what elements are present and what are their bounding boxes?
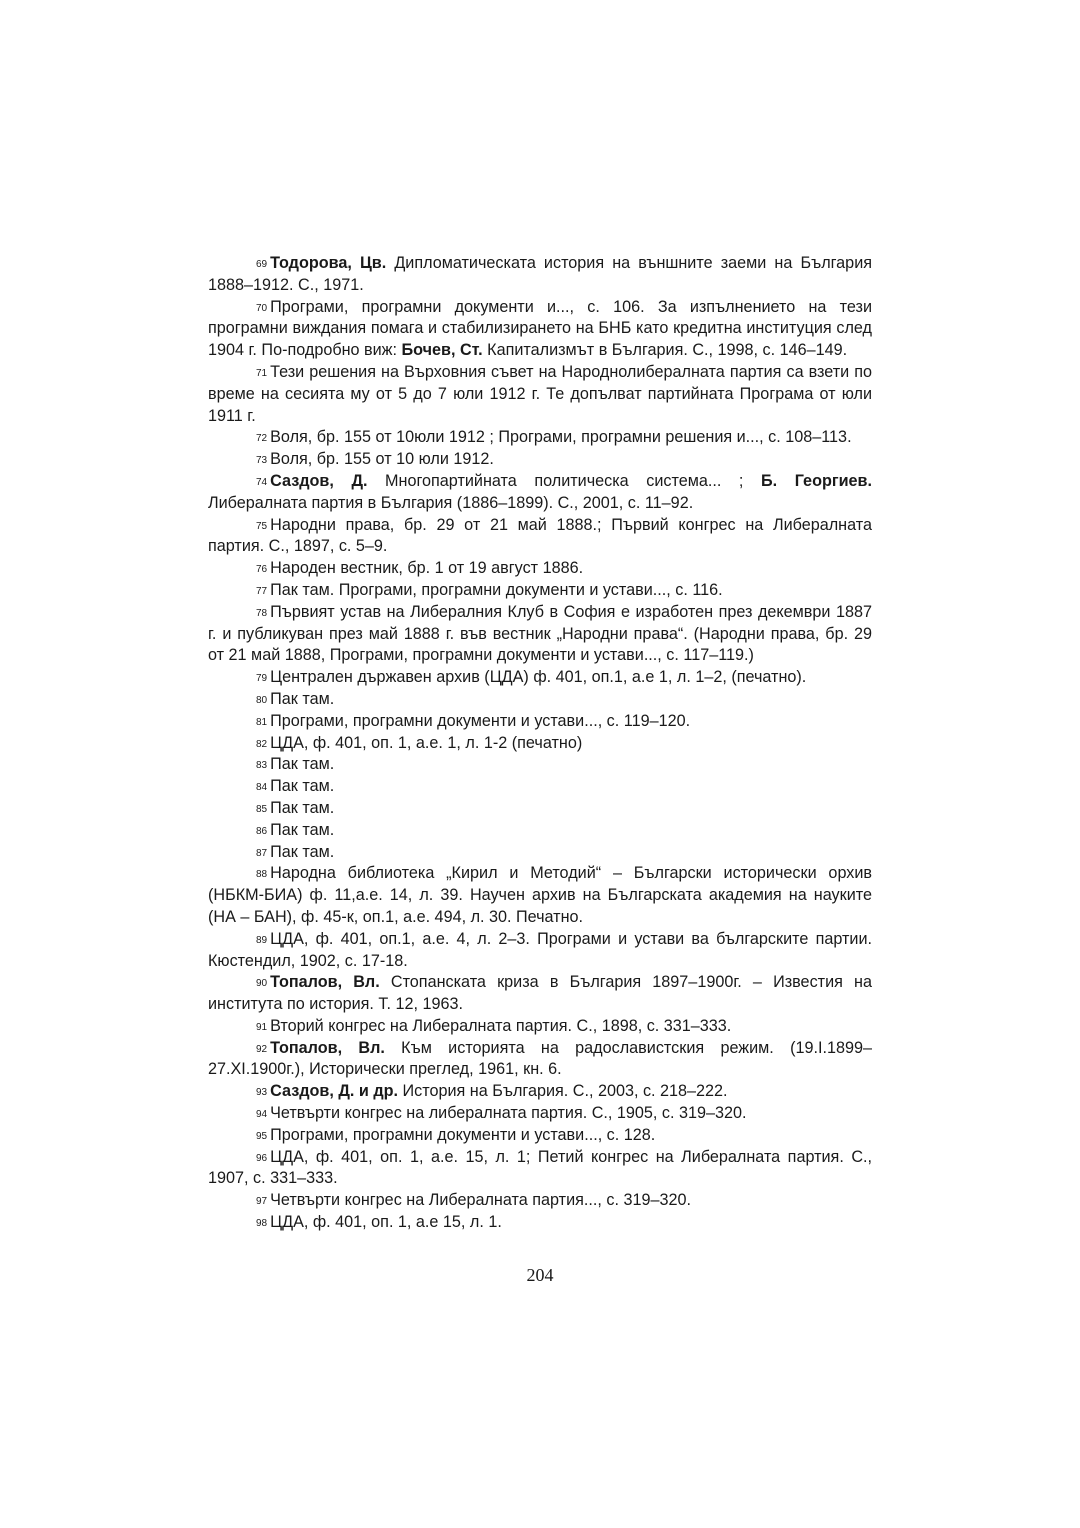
footnote-number: 73: [256, 455, 268, 467]
footnote-88: [208, 863, 872, 928]
footnote-number: 77: [256, 585, 268, 597]
footnote-76: [208, 558, 872, 580]
footnote-text: Пак там.: [270, 842, 335, 861]
footnote-75: [208, 515, 872, 559]
footnote-83: [208, 754, 872, 776]
footnote-text: Народна библиотека „Кирил и Методий“ – Български исторически орхив (НБКМ-БИА) ф. 11,а.е. 14, л. 39. Научен архив на Българската академия на науките (НА – БАН), ф. 45-к, оп.1, а.е. 494, л. 30. Печатно.: [208, 864, 872, 926]
footnote-text: ЦДА, ф. 401, оп. 1, а.е. 1, л. 1-2 (печатно): [270, 733, 583, 752]
footnote-text: История на България. С., 2003, с. 218–222.: [398, 1082, 728, 1101]
footnote-79: [208, 667, 872, 689]
footnote-text: Към историята на радославистския режим. (19.I.1899–27.XI.1900г.), Исторически преглед, 1961, кн. 6.: [208, 1038, 872, 1079]
footnote-number: 93: [256, 1087, 268, 1099]
footnote-93: [208, 1081, 872, 1103]
footnote-number: 81: [256, 716, 268, 728]
footnote-text: Пак там.: [270, 777, 335, 796]
footnote-text: Програми, програмни документи и устави..., с. 119–120.: [270, 711, 691, 730]
footnote-number: 86: [256, 825, 268, 837]
footnote-number: 87: [256, 847, 268, 859]
footnote-number: 95: [256, 1130, 268, 1142]
footnote-text: Четвърти конгрес на либералната партия. С., 1905, с. 319–320.: [270, 1104, 747, 1123]
footnote-text: Либералната партия в България (1886–1899). С., 2001, с. 11–92.: [208, 493, 694, 512]
footnote-89: [208, 929, 872, 973]
footnote-97: [208, 1190, 872, 1212]
footnote-text: Многопартийната политическа система... ;: [367, 471, 761, 490]
footnote-72: [208, 427, 872, 449]
footnote-96: [208, 1147, 872, 1191]
footnote-number: 76: [256, 564, 268, 576]
footnote-number: 83: [256, 760, 268, 772]
footnote-number: 75: [256, 520, 268, 532]
footnote-number: 89: [256, 934, 268, 946]
footnote-69: [208, 253, 872, 297]
footnote-92: [208, 1038, 872, 1082]
footnote-number: 96: [256, 1152, 268, 1164]
footnote-text: Воля, бр. 155 от 10юли 1912 ; Програми, програмни решения и..., с. 108–113.: [270, 428, 852, 447]
footnote-70: [208, 297, 872, 362]
footnote-number: 69: [256, 259, 268, 270]
footnote-text: Народен вестник, бр. 1 от 19 август 1886.: [270, 559, 584, 578]
author-name: Топалов, Вл.: [270, 973, 380, 992]
footnote-text: Стопанската криза в България 1897–1900г. – Известия на института по история. Т. 12, 1963.: [208, 973, 872, 1014]
footnote-77: [208, 580, 872, 602]
footnote-71: [208, 362, 872, 427]
footnote-94: [208, 1103, 872, 1125]
footnote-85: [208, 798, 872, 820]
footnote-text: Пак там. Програми, програмни документи и устави..., с. 116.: [270, 580, 723, 599]
author-name: Тодорова, Цв.: [270, 254, 387, 272]
author-name: Саздов, Д.: [270, 471, 368, 490]
footnote-73: [208, 449, 872, 471]
footnote-84: [208, 776, 872, 798]
footnote-text: Дипломатическата история на външните заеми на България 1888–1912. С., 1971.: [208, 254, 872, 294]
author-name: Саздов, Д. и др.: [270, 1082, 399, 1101]
footnote-number: 74: [256, 476, 268, 488]
footnote-number: 72: [256, 433, 268, 445]
footnote-number: 92: [256, 1043, 268, 1055]
footnotes-block: [208, 253, 872, 1234]
footnote-74: [208, 471, 872, 515]
footnote-number: 97: [256, 1196, 268, 1208]
footnote-number: 88: [256, 869, 268, 881]
footnote-number: 80: [256, 694, 268, 706]
footnote-text: Програми, програмни документи и устави..., с. 128.: [270, 1125, 656, 1144]
footnote-number: 71: [256, 367, 268, 379]
footnote-text: Пак там.: [270, 798, 335, 817]
footnote-number: 84: [256, 782, 268, 794]
footnote-text: Пак там.: [270, 755, 335, 774]
footnote-86: [208, 820, 872, 842]
footnote-text: Пак там.: [270, 689, 335, 708]
footnote-number: 85: [256, 803, 268, 815]
footnote-number: 70: [256, 302, 268, 314]
footnote-text: Централен държавен архив (ЦДА) ф. 401, оп.1, а.е 1, л. 1–2, (печатно).: [270, 668, 807, 687]
footnote-number: 94: [256, 1109, 268, 1121]
footnote-text: ЦДА, ф. 401, оп.1, а.е. 4, л. 2–3. Програми и устави ва българските партии. Кюстендил, 1902, с. 17-18.: [208, 929, 872, 970]
footnote-90: [208, 972, 872, 1016]
footnote-91: [208, 1016, 872, 1038]
page-number: 204: [526, 1265, 554, 1285]
author-name: Топалов, Вл.: [270, 1038, 385, 1057]
footnote-text: ЦДА, ф. 401, оп. 1, а.е 15, л. 1.: [270, 1213, 502, 1232]
footnote-98: [208, 1212, 872, 1234]
footnote-text: ЦДА, ф. 401, оп. 1, а.е. 15, л. 1; Петий конгрес на Либералната партия. С., 1907, с. 331–333.: [208, 1147, 872, 1188]
footnote-text: Тези решения на Върховния съвет на Народнолибералната партия са взети по време на сесията му от 5 до 7 юли 1912 г. Те допълват партийната Програма от юли 1911 г.: [208, 362, 872, 425]
footnote-number: 91: [256, 1021, 268, 1033]
footnote-95: [208, 1125, 872, 1147]
author-name: Б. Георгиев.: [761, 471, 872, 490]
author-name: Бочев, Ст.: [401, 341, 483, 360]
footnote-number: 90: [256, 978, 268, 990]
footnote-text: Пак там.: [270, 820, 335, 839]
footnote-text: Народни права, бр. 29 от 21 май 1888.; Първий конгрес на Либералната партия. С., 1897, с. 5–9.: [208, 515, 872, 556]
footnote-text: Воля, бр. 155 от 10 юли 1912.: [270, 450, 494, 469]
footnote-text: Програми, програмни документи и..., с. 106. За изпълнението на тези програмни виждания помага и стабилизирането на БНБ като кредитна институция след 1904 г. По-подробно виж:: [208, 297, 872, 360]
footnote-text: Вторий конгрес на Либералната партия. С., 1898, с. 331–333.: [270, 1016, 732, 1035]
footnote-text: Четвърти конгрес на Либералната партия..., с. 319–320.: [270, 1191, 691, 1210]
footnote-number: 98: [256, 1218, 268, 1230]
footnote-text: Първият устав на Либералния Клуб в София е изработен през декември 1887 г. и публикуван през май 1888 г. във вестник „Народни права“. (Народни права, бр. 29 от 21 май 1888, Програми, програмни документи и устави..., с. 117–119.): [208, 602, 872, 665]
footnote-82: [208, 733, 872, 755]
footnote-number: 82: [256, 738, 268, 750]
footnote-80: [208, 689, 872, 711]
footnote-number: 78: [256, 607, 268, 619]
footnote-text: Капитализмът в България. С., 1998, с. 146–149.: [482, 341, 848, 360]
footnote-number: 79: [256, 673, 268, 685]
footnote-81: [208, 711, 872, 733]
footnote-78: [208, 602, 872, 667]
footnote-87: [208, 842, 872, 864]
